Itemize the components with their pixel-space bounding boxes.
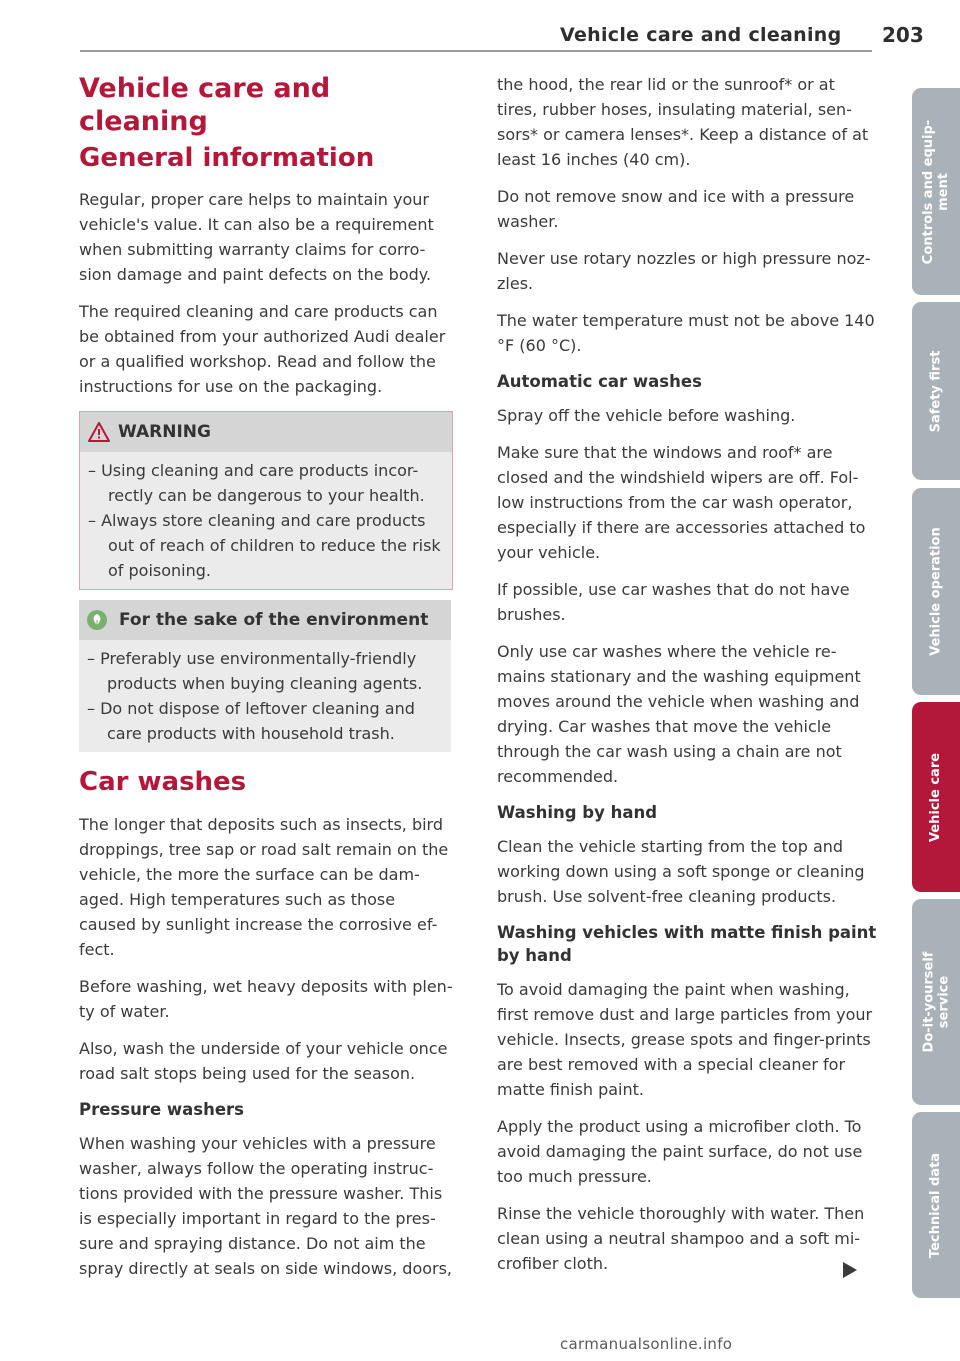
paragraph: Spray off the vehicle before washing. <box>497 406 796 425</box>
side-tab-label: Technical data <box>928 1152 944 1258</box>
subheading-automatic-car-washes: Automatic car washes <box>497 372 702 391</box>
paragraph: The water temperature must not be above 140 °F (60 °C). <box>497 311 875 355</box>
paragraph: the hood, the rear lid or the sunroof* or at tires, rubber hoses, insulating material, sen-sors* or camera lenses*. Keep a distance of at least 16 inches (40 cm). <box>497 75 869 169</box>
warning-item: – Always store cleaning and care products out of reach of children to reduce the risk of poisoning. <box>88 511 441 580</box>
header-rule <box>80 50 872 52</box>
section-title-general-information: General information <box>79 143 375 173</box>
chapter-title-line1: Vehicle care and <box>79 73 331 104</box>
paragraph: Apply the product using a microfiber cloth. To avoid damaging the paint surface, do not use too much pressure. <box>497 1117 863 1186</box>
running-head: Vehicle care and cleaning <box>560 24 842 46</box>
warning-item: – Using cleaning and care products incor-rectly can be dangerous to your health. <box>88 461 425 505</box>
subheading-washing-by-hand: Washing by hand <box>497 803 658 822</box>
paragraph: Never use rotary nozzles or high pressure noz-zles. <box>497 249 871 293</box>
continue-arrow-icon <box>843 1262 857 1278</box>
leaf-icon <box>87 610 107 630</box>
environment-header <box>79 600 451 640</box>
warning-body <box>80 452 452 589</box>
paragraph: Only use car washes where the vehicle re-mains stationary and the washing equipment moves around the vehicle when washing and drying. Car washes that move the vehicle through the car wash using a chain are not recommended. <box>497 642 861 786</box>
watermark: carmanualsonline.info <box>560 1335 733 1353</box>
side-tab-do-it-yourself[interactable] <box>912 899 960 1105</box>
paragraph: Make sure that the windows and roof* are closed and the windshield wipers are off. Fol-low instructions from the car wash operator, especially if there are accessories attached to your vehicle. <box>497 443 866 562</box>
environment-item: – Preferably use environmentally-friendly products when buying cleaning agents. <box>87 649 423 693</box>
page-number: 203 <box>882 23 924 47</box>
paragraph: Before washing, wet heavy deposits with plen-ty of water. <box>79 977 453 1021</box>
side-tab-vehicle-operation[interactable] <box>912 488 960 695</box>
side-tab-technical-data[interactable] <box>912 1112 960 1298</box>
side-tab-label: Vehicle operation <box>928 527 944 656</box>
chapter-title <box>79 72 457 138</box>
paragraph: Regular, proper care helps to maintain your vehicle's value. It can also be a requirement when submitting warranty claims for corro-sion damage and paint defects on the body. <box>79 190 434 284</box>
side-tab-label: Safety first <box>928 350 944 432</box>
paragraph: To avoid damaging the paint when washing, first remove dust and large particles from your vehicle. Insects, grease spots and finger-prints are best removed with a special cleaner for matte finish paint. <box>497 980 873 1099</box>
subheading-matte-finish: Washing vehicles with matte finish paint by hand <box>497 923 877 965</box>
section-title-car-washes: Car washes <box>79 767 247 797</box>
paragraph: The longer that deposits such as insects, bird droppings, tree sap or road salt remain on the vehicle, the more the surface can be dam-aged. High temperatures such as those caused by sunlight increase the corrosive ef-fect. <box>79 815 449 959</box>
paragraph: If possible, use car washes that do not have brushes. <box>497 580 850 624</box>
side-tab-vehicle-care[interactable] <box>912 702 960 892</box>
subheading-pressure-washers: Pressure washers <box>79 1100 244 1119</box>
warning-triangle-icon <box>88 422 110 442</box>
warning-title: WARNING <box>118 422 211 442</box>
paragraph: Rinse the vehicle thoroughly with water. Then clean using a neutral shampoo and a soft mi-crofiber cloth. <box>497 1204 865 1273</box>
paragraph: Do not remove snow and ice with a pressure washer. <box>497 187 855 231</box>
paragraph: The required cleaning and care products can be obtained from your authorized Audi dealer or a qualified workshop. Read and follow the instructions for use on the packaging. <box>79 302 446 396</box>
paragraph: When washing your vehicles with a pressure washer, always follow the operating instruc-tions provided with the pressure washer. This is especially important in regard to the pres-sure and spraying distance. Do not aim the spray directly at seals on side windows, doors, <box>79 1134 453 1278</box>
paragraph: Also, wash the underside of your vehicle once road salt stops being used for the season. <box>79 1039 448 1083</box>
side-tab-safety[interactable] <box>912 302 960 480</box>
side-tab-label: Vehicle care <box>928 752 944 842</box>
side-tab-label: Controls and equip- ment <box>921 119 951 264</box>
left-column <box>79 72 457 1293</box>
warning-box <box>79 411 453 590</box>
right-column <box>497 72 877 1288</box>
environment-box <box>79 600 451 752</box>
side-tab-controls[interactable] <box>912 88 960 295</box>
warning-header <box>80 412 452 452</box>
paragraph: Clean the vehicle starting from the top and working down using a soft sponge or cleaning brush. Use solvent-free cleaning products. <box>497 837 865 906</box>
environment-title: For the sake of the environment <box>119 610 429 630</box>
environment-item: – Do not dispose of leftover cleaning and care products with household trash. <box>87 699 415 743</box>
environment-body <box>79 640 451 752</box>
side-tab-label: Do-it-yourself service <box>921 951 952 1053</box>
chapter-title-line2: cleaning <box>79 106 208 137</box>
